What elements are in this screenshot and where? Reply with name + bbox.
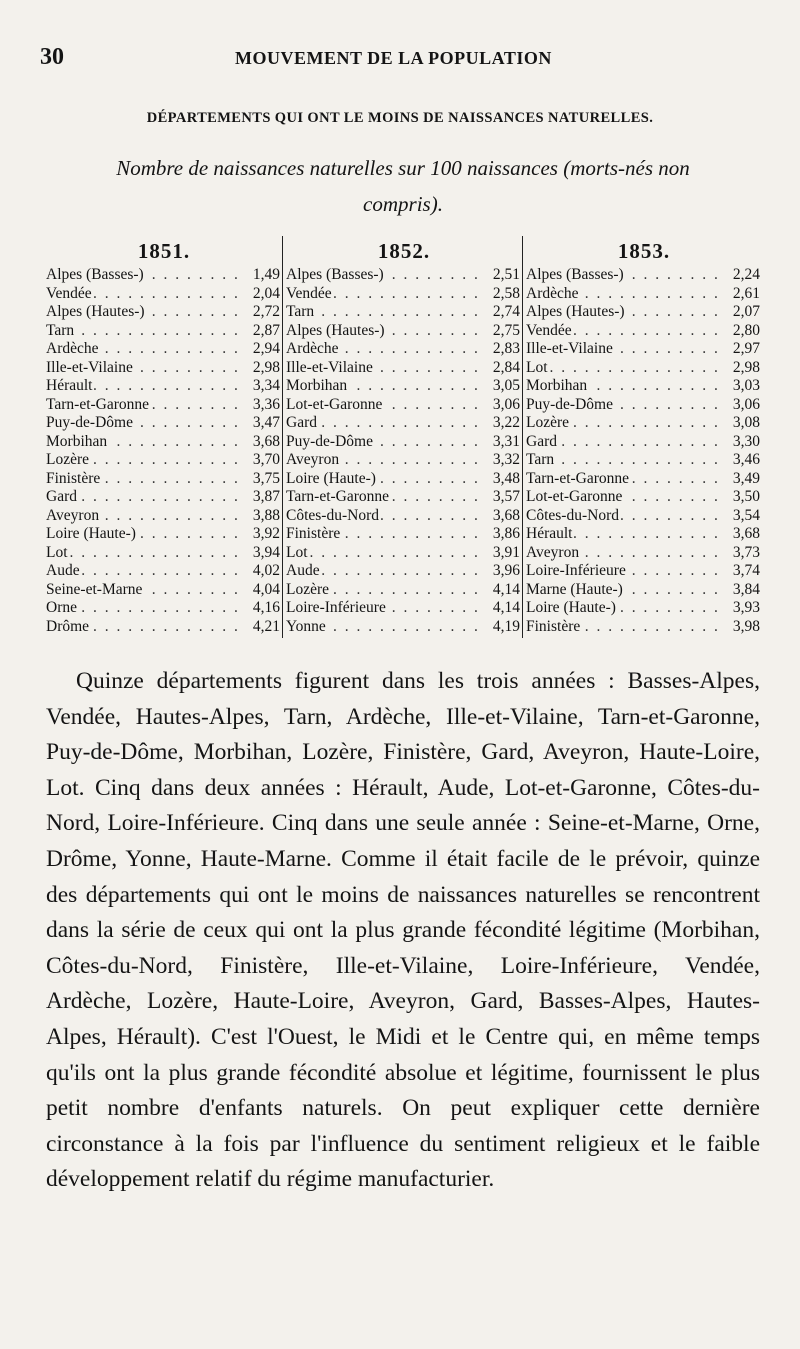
department-name: Hérault <box>526 525 573 542</box>
table-row <box>286 618 522 637</box>
department-name: Lot <box>286 543 308 561</box>
percentage-value: 3,30 <box>732 432 760 450</box>
department-name: Drôme <box>46 617 90 635</box>
percentage-value: 2,04 <box>252 284 280 302</box>
percentage-value: 2,94 <box>252 340 280 357</box>
table-row <box>46 470 282 489</box>
table-row <box>46 322 282 341</box>
percentage-value: 3,49 <box>732 469 760 487</box>
percentage-value: 3,74 <box>732 562 760 579</box>
percentage-value: 2,75 <box>492 321 520 339</box>
table-row <box>526 396 762 415</box>
percentage-value: 3,96 <box>492 562 520 579</box>
table-subtitle <box>46 150 760 222</box>
table-row <box>286 340 522 359</box>
department-name: Alpes (Basses-) <box>286 266 384 283</box>
department-name: Vendée <box>46 284 92 302</box>
department-name: Yonne <box>286 617 326 635</box>
table-row <box>286 507 522 526</box>
department-name: Finistère <box>286 525 341 542</box>
table-row <box>46 377 282 396</box>
percentage-value: 2,72 <box>252 303 280 320</box>
percentage-value: 3,06 <box>732 395 760 413</box>
table-row <box>286 451 522 470</box>
department-name: Lot-et-Garonne <box>526 488 623 505</box>
table-row <box>46 303 282 322</box>
department-name: Alpes (Basses-) <box>46 266 144 283</box>
table-row <box>286 525 522 544</box>
department-name: Aveyron <box>286 451 340 468</box>
paragraph: Quinze départements figurent dans les trois années : Basses-Alpes, Vendée, Hautes-Alpes, Tarn, Ardèche, Ille-et-Vilaine, Tarn-et-Garonne, Puy-de-Dôme, Morbihan, Lozère, Finistère, Gard, Aveyron, Haute-Loire, Lot. Cinq dans deux années : Hérault, Aude, Lot-et-Garonne, Côtes-du-Nord, Loire-Inférieure. Cinq dans une seule année : Seine-et-Marne, Orne, Drôme, Yonne, Haute-Marne. Comme il était facile de le prévoir, quinze des départements qui ont le moins de naissances naturelles se rencontrent dans la série de ceux qui ont la plus grande fécondité légitime (Morbihan, Côtes-du-Nord, Finistère, Ille-et-Vilaine, Loire-Inférieure, Vendée, Ardèche, Lozère, Haute-Loire, Aveyron, Gard, Basses-Alpes, Hautes-Alpes, Hérault). C'est l'Ouest, le Midi et le Centre qui, en même temps qu'ils ont la plus grande fécondité absolue et légitime, fournissent le plus petit nombre d'enfants naturels. On peut expliquer cette dernière circonstance à la fois par l'influence du sentiment religieux et le faible développement relatif du régime manufacturier. <box>46 668 760 1193</box>
department-name: Finistère <box>526 617 581 635</box>
percentage-value: 3,50 <box>732 488 760 505</box>
table-row <box>286 581 522 600</box>
department-name: Ille-et-Vilaine <box>286 358 373 376</box>
table-row <box>526 377 762 396</box>
department-name: Hérault <box>46 377 93 394</box>
table-row <box>286 433 522 452</box>
table-row <box>286 470 522 489</box>
table-row <box>526 414 762 433</box>
department-name: Alpes (Hautes-) <box>286 321 385 339</box>
table-row <box>526 340 762 359</box>
department-name: Gard <box>46 488 77 505</box>
table-title: DÉPARTEMENTS QUI ONT LE MOINS DE NAISSANCES NATURELLES. <box>146 110 654 126</box>
table-row <box>46 433 282 452</box>
department-name: Gard <box>286 414 317 431</box>
department-name: Loire (Haute-) <box>526 599 616 616</box>
table-row <box>286 488 522 507</box>
body-text <box>46 664 760 1198</box>
percentage-value: 2,98 <box>252 358 280 376</box>
table-row <box>286 562 522 581</box>
percentage-value: 3,68 <box>732 525 760 542</box>
table-row <box>526 285 762 304</box>
percentage-value: 3,32 <box>492 451 520 468</box>
percentage-value: 2,80 <box>732 321 760 339</box>
percentage-value: 3,48 <box>492 469 520 487</box>
row-list <box>286 266 522 636</box>
department-name: Tarn <box>286 303 315 320</box>
percentage-value: 3,86 <box>492 525 520 542</box>
department-name: Lozère <box>526 414 570 431</box>
table-row <box>286 303 522 322</box>
subtitle-line-1: Nombre de naissances naturelles sur 100 naissances (morts-nés non <box>116 156 690 180</box>
percentage-value: 3,36 <box>252 395 280 413</box>
percentage-value: 3,70 <box>252 451 280 468</box>
percentage-value: 3,22 <box>492 414 520 431</box>
table-row <box>286 414 522 433</box>
percentage-value: 2,61 <box>732 284 760 302</box>
department-name: Loire (Haute-) <box>286 469 376 487</box>
department-name: Ardèche <box>46 340 99 357</box>
leader-dots <box>526 359 722 378</box>
percentage-value: 3,47 <box>252 414 280 431</box>
department-name: Côtes-du-Nord <box>286 506 379 524</box>
table-row <box>46 525 282 544</box>
department-name: Alpes (Hautes-) <box>526 303 625 320</box>
department-name: Aveyron <box>46 506 100 524</box>
table-row <box>526 470 762 489</box>
table-row <box>46 451 282 470</box>
table-row <box>286 359 522 378</box>
department-name: Ardèche <box>526 284 579 302</box>
subtitle-line-2: compris). <box>363 192 443 216</box>
department-name: Puy-de-Dôme <box>526 395 613 413</box>
percentage-value: 2,87 <box>252 321 280 339</box>
percentage-value: 4,21 <box>252 617 280 635</box>
table-row <box>46 581 282 600</box>
table-row <box>286 544 522 563</box>
percentage-value: 3,54 <box>732 506 760 524</box>
table-row <box>526 322 762 341</box>
department-name: Lozère <box>286 580 330 598</box>
department-name: Gard <box>526 432 557 450</box>
department-name: Aveyron <box>526 543 580 561</box>
department-name: Lozère <box>46 451 90 468</box>
table-row <box>286 266 522 285</box>
percentage-value: 3,92 <box>252 525 280 542</box>
percentage-value: 3,75 <box>252 469 280 487</box>
percentage-value: 4,02 <box>252 562 280 579</box>
percentage-value: 2,74 <box>492 303 520 320</box>
department-name: Vendée <box>526 321 572 339</box>
percentage-value: 3,73 <box>732 543 760 561</box>
department-name: Alpes (Hautes-) <box>46 303 145 320</box>
percentage-value: 4,14 <box>492 580 520 598</box>
table-row <box>526 618 762 637</box>
percentage-value: 4,04 <box>252 580 280 598</box>
department-name: Vendée <box>286 284 332 302</box>
percentage-value: 3,87 <box>252 488 280 505</box>
department-name: Tarn-et-Garonne <box>286 488 390 505</box>
percentage-value: 2,51 <box>492 266 520 283</box>
department-name: Tarn <box>46 321 75 339</box>
running-title: MOUVEMENT DE LA POPULATION <box>235 48 552 68</box>
department-name: Lot <box>526 358 548 376</box>
department-name: Tarn-et-Garonne <box>526 469 630 487</box>
year-heading: 1851. <box>137 239 191 263</box>
department-name: Alpes (Basses-) <box>526 266 624 283</box>
row-list <box>46 266 282 636</box>
table-row <box>526 599 762 618</box>
table-row <box>526 488 762 507</box>
department-name: Morbihan <box>46 432 108 450</box>
percentage-value: 3,93 <box>732 599 760 616</box>
percentage-value: 3,94 <box>252 543 280 561</box>
department-name: Morbihan <box>526 377 588 394</box>
year-column-1853 <box>526 236 762 644</box>
table-row <box>286 285 522 304</box>
table-row <box>526 507 762 526</box>
table-row <box>46 266 282 285</box>
department-name: Loire-Inférieure <box>286 599 386 616</box>
department-name: Tarn <box>526 451 555 468</box>
table-row <box>46 544 282 563</box>
department-name: Puy-de-Dôme <box>46 414 133 431</box>
table-row <box>46 507 282 526</box>
percentage-value: 3,68 <box>492 506 520 524</box>
department-name: Ille-et-Vilaine <box>526 340 613 357</box>
table-row <box>46 618 282 637</box>
table-row <box>46 488 282 507</box>
table-row <box>526 433 762 452</box>
percentage-value: 2,84 <box>492 358 520 376</box>
page-header <box>40 44 760 72</box>
percentage-value: 3,31 <box>492 432 520 450</box>
table-row <box>526 525 762 544</box>
table-row <box>46 599 282 618</box>
percentage-value: 3,08 <box>732 414 760 431</box>
department-name: Tarn-et-Garonne <box>46 395 150 413</box>
percentage-value: 3,05 <box>492 377 520 394</box>
table-row <box>526 581 762 600</box>
table-row <box>526 451 762 470</box>
statistics-table <box>46 236 760 646</box>
percentage-value: 3,57 <box>492 488 520 505</box>
percentage-value: 4,16 <box>252 599 280 616</box>
table-row <box>286 377 522 396</box>
table-row <box>46 396 282 415</box>
leader-dots <box>286 544 482 563</box>
table-row <box>526 359 762 378</box>
department-name: Orne <box>46 599 77 616</box>
percentage-value: 3,98 <box>732 617 760 635</box>
table-row <box>526 266 762 285</box>
leader-dots <box>46 544 242 563</box>
table-row <box>526 562 762 581</box>
year-column-1851 <box>46 236 282 644</box>
percentage-value: 2,58 <box>492 284 520 302</box>
department-name: Loire-Inférieure <box>526 562 626 579</box>
table-row <box>46 285 282 304</box>
percentage-value: 2,07 <box>732 303 760 320</box>
department-name: Lot-et-Garonne <box>286 395 383 413</box>
percentage-value: 3,68 <box>252 432 280 450</box>
percentage-value: 3,06 <box>492 395 520 413</box>
department-name: Loire (Haute-) <box>46 525 136 542</box>
percentage-value: 3,84 <box>732 580 760 598</box>
table-row <box>46 562 282 581</box>
table-row <box>46 359 282 378</box>
year-heading: 1853. <box>617 239 671 263</box>
department-name: Lot <box>46 543 68 561</box>
table-row <box>526 303 762 322</box>
department-name: Marne (Haute-) <box>526 580 623 598</box>
percentage-value: 3,03 <box>732 377 760 394</box>
department-name: Aude <box>286 562 320 579</box>
percentage-value: 3,34 <box>252 377 280 394</box>
percentage-value: 4,14 <box>492 599 520 616</box>
percentage-value: 1,49 <box>252 266 280 283</box>
percentage-value: 2,83 <box>492 340 520 357</box>
table-row <box>286 396 522 415</box>
department-name: Ille-et-Vilaine <box>46 358 133 376</box>
table-row <box>526 544 762 563</box>
row-list <box>526 266 762 636</box>
percentage-value: 3,88 <box>252 506 280 524</box>
department-name: Ardèche <box>286 340 339 357</box>
table-row <box>46 414 282 433</box>
department-name: Morbihan <box>286 377 348 394</box>
percentage-value: 2,24 <box>732 266 760 283</box>
column-divider <box>522 236 523 638</box>
department-name: Aude <box>46 562 80 579</box>
percentage-value: 3,46 <box>732 451 760 468</box>
percentage-value: 4,19 <box>492 617 520 635</box>
table-row <box>286 322 522 341</box>
year-heading: 1852. <box>377 239 431 263</box>
department-name: Puy-de-Dôme <box>286 432 373 450</box>
percentage-value: 3,91 <box>492 543 520 561</box>
department-name: Côtes-du-Nord <box>526 506 619 524</box>
year-column-1852 <box>286 236 522 644</box>
page-number: 30 <box>40 44 64 70</box>
column-divider <box>282 236 283 638</box>
table-row <box>46 340 282 359</box>
department-name: Finistère <box>46 469 101 487</box>
department-name: Seine-et-Marne <box>46 580 143 598</box>
percentage-value: 2,98 <box>732 358 760 376</box>
table-row <box>286 599 522 618</box>
percentage-value: 2,97 <box>732 340 760 357</box>
